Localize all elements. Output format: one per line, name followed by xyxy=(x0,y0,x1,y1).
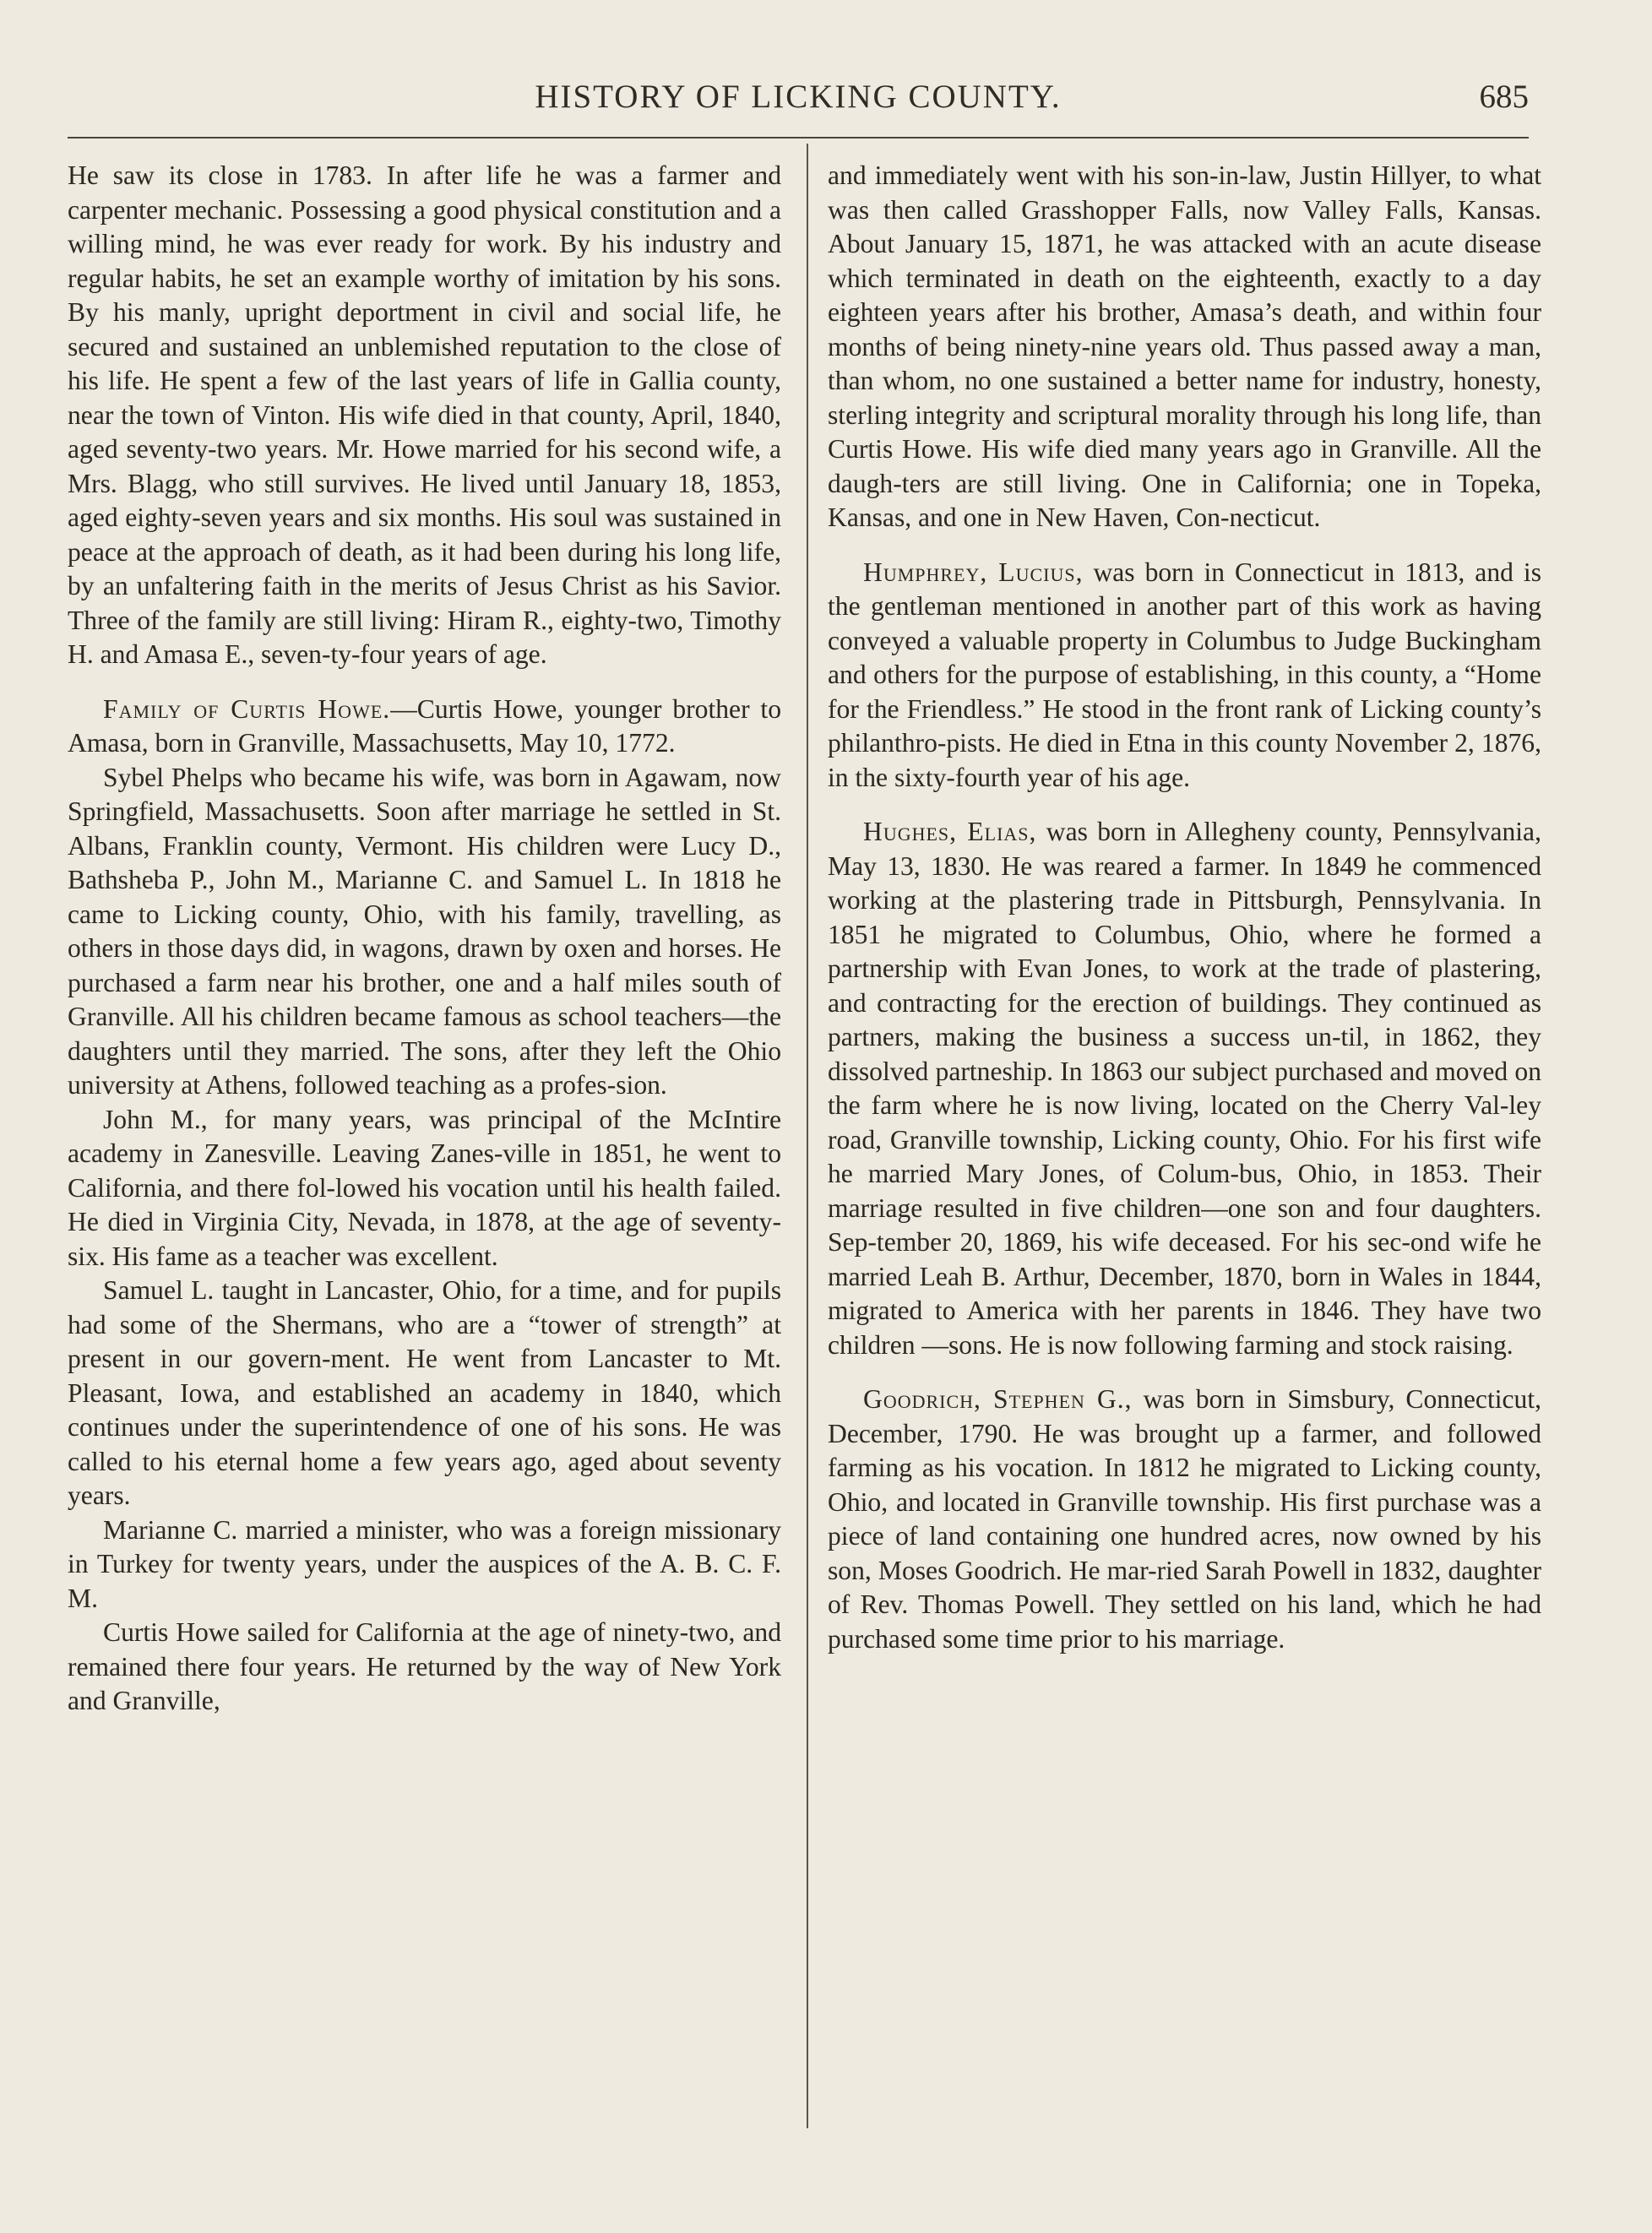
entry-text: —Curtis Howe, younger brother to Amasa, born in Granville, Massachusetts, May 10, 1772. xyxy=(68,693,781,758)
running-head xyxy=(68,78,1529,120)
page-number: 685 xyxy=(1479,79,1529,115)
paragraph-hughes-elias xyxy=(828,815,1541,1362)
running-title: HISTORY OF LICKING COUNTY. xyxy=(535,79,1062,115)
entry-text: was born in Allegheny county, Pennsylvania, May 13, 1830. He was reared a farmer. In 1849 he commenced working at the plastering trade in Pittsburgh, Pennsylvania. In 1851 he migrated to Columbus, Ohio, where he formed a partnership with Evan Jones, to work at the trade of plastering, and contracting for the erection of buildings. They continued as partners, making the business a success un-til, in 1862, they dissolved partneship. In 1863 our subject purchased and moved on the farm where he is now living, located on the Cherry Val-ley road, Granville township, Licking county, Ohio. For his first wife he married Mary Jones, of Colum-bus, Ohio, in 1853. Their marriage resulted in five children—one son and four daughters. Sep-tember 20, 1869, his wife deceased. For his sec-ond wife he married Leah B. Arthur, December, 1870, born in Wales in 1844, migrated to America with her parents in 1846. They have two children —sons. He is now following farming and stock raising. xyxy=(828,817,1541,1360)
paragraph: John M., for many years, was principal of the McIntire academy in Zanesville. Leaving Zanes-ville in 1851, he went to California, and there fol-lowed his vocation until his health failed. He died in Virginia City, Nevada, in 1878, at the age of seventy-six. His fame as a teacher was excellent. xyxy=(68,1104,781,1271)
entry-text: was born in Simsbury, Connecticut, December, 1790. He was brought up a farmer, and followed farming as his vocation. In 1812 he migrated to Licking county, Ohio, and located in Granville township. His first purchase was a piece of land containing one hundred acres, now owned by his son, Moses Goodrich. He mar-ried Sarah Powell in 1832, daughter of Rev. Thomas Powell. They settled on his land, which he had purchased some time prior to his marriage. xyxy=(828,1384,1541,1654)
header-rule xyxy=(68,137,1529,139)
paragraph: and immediately went with his son-in-law, Justin Hillyer, to what was then called Grasshopper Falls, now Valley Falls, Kansas. About January 15, 1871, he was attacked with an acute disease which terminated in death on the eighteenth, exactly to a day eighteen years after his brother, Amasa’s death, and within four months of being ninety-nine years old. Thus passed away a man, than whom, no one sustained a better name for industry, honesty, sterling integrity and scriptural morality through his long life, than Curtis Howe. His wife died many years ago in Granville. All the daugh-ters are still living. One in California; one in Topeka, Kansas, and one in New Haven, Con-necticut. xyxy=(828,160,1541,532)
paragraph-humphrey-lucius xyxy=(828,556,1541,796)
paragraph-family-of-curtis-howe xyxy=(68,693,781,761)
entry-heading: Humphrey, Lucius, xyxy=(863,557,1084,587)
paragraph: Marianne C. married a minister, who was a foreign missionary in Turkey for twenty years, under the auspices of the A. B. C. F. M. xyxy=(68,1514,781,1613)
right-column xyxy=(828,159,1541,1656)
entry-heading: Hughes, Elias, xyxy=(863,817,1037,846)
paragraph-goodrich-stephen xyxy=(828,1383,1541,1656)
entry-text: was born in Connecticut in 1813, and is the gentleman mentioned in another part of this work as having conveyed a valuable property in Columbus to Judge Buckingham and others for the purpose of establishing, in this county, a “Home for the Friendless.” He stood in the front rank of Licking county’s philanthro-pists. He died in Etna in this county November 2, 1876, in the sixty-fourth year of his age. xyxy=(828,557,1541,792)
column-divider xyxy=(807,144,808,2128)
left-column xyxy=(68,159,781,1719)
entry-heading: Goodrich, Stephen G., xyxy=(863,1384,1133,1414)
paragraph: Curtis Howe sailed for California at the age of ninety-two, and remained there four years. He returned by the way of New York and Granville, xyxy=(68,1617,781,1715)
paragraph: Sybel Phelps who became his wife, was born in Agawam, now Springfield, Massachusetts. Soon after marriage he settled in St. Albans, Franklin county, Vermont. His children were Lucy D., Bathsheba P., John M., Marianne C. and Samuel L. In 1818 he came to Licking county, Ohio, with his family, travelling, as others in those days did, in wagons, drawn by oxen and horses. He purchased a farm near his brother, one and a half miles south of Granville. All his children became famous as school teachers—the daughters until they married. The sons, after they left the Ohio university at Athens, followed teaching as a profes-sion. xyxy=(68,762,781,1100)
paragraph: Samuel L. taught in Lancaster, Ohio, for a time, and for pupils had some of the Shermans, who are a “tower of strength” at present in our govern-ment. He went from Lancaster to Mt. Pleasant, Iowa, and established an academy in 1840, which continues under the superintendence of one of his sons. He was called to his eternal home a few years ago, aged about seventy years. xyxy=(68,1275,781,1510)
paragraph: He saw its close in 1783. In after life he was a farmer and carpenter mechanic. Possessing a good physical constitution and a willing mind, he was ever ready for work. By his industry and regular habits, he set an example worthy of imitation by his sons. By his manly, upright deportment in civil and social life, he secured and sustained an unblemished reputation to the close of his life. He spent a few of the last years of life in Gallia county, near the town of Vinton. His wife died in that county, April, 1840, aged seventy-two years. Mr. Howe married for his second wife, a Mrs. Blagg, who still survives. He lived until January 18, 1853, aged eighty-seven years and six months. His soul was sustained in peace at the approach of death, as it had been during his long life, by an unfaltering faith in the merits of Jesus Christ as his Savior. Three of the family are still living: Hiram R., eighty-two, Timothy H. and Amasa E., seven-ty-four years of age. xyxy=(68,160,781,669)
entry-heading: Family of Curtis Howe. xyxy=(103,693,391,724)
